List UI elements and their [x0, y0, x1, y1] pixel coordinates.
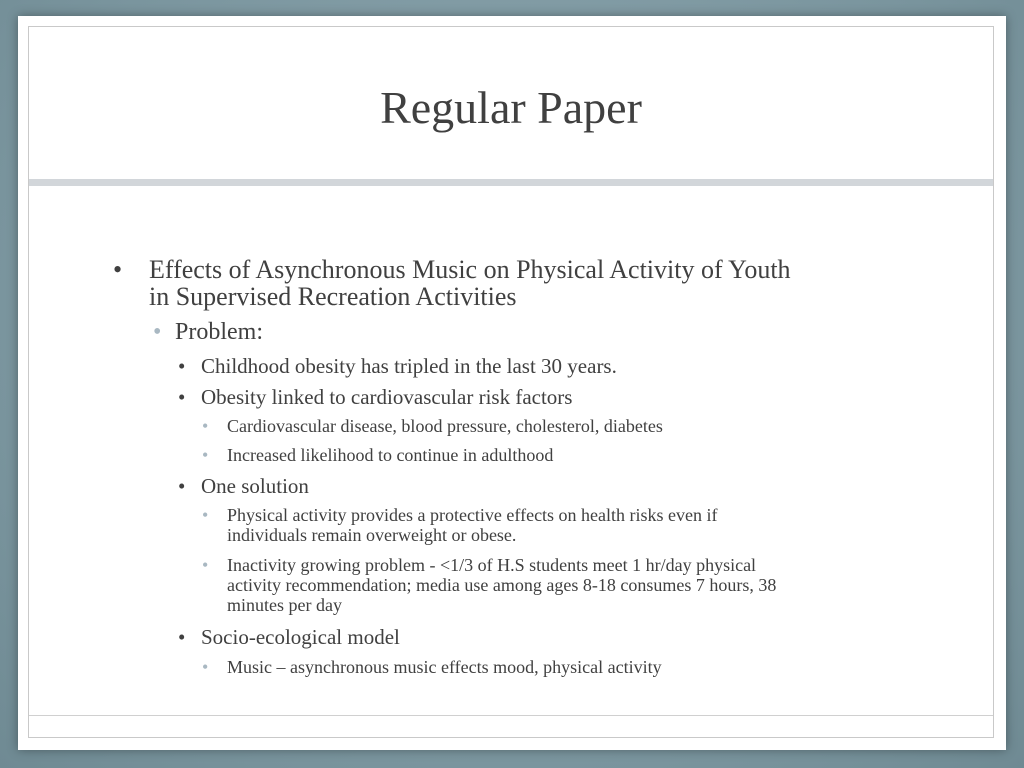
topic-line-1: Effects of Asynchronous Music on Physical Activity of Youth: [149, 255, 791, 284]
slide-content: [29, 27, 993, 727]
bullet-level3: •: [178, 474, 186, 498]
bullet-level1: •: [113, 255, 123, 284]
bullet-level4: •: [202, 505, 209, 525]
slide: [18, 16, 1006, 750]
list-item: Cardiovascular disease, blood pressure, cholesterol, diabetes: [227, 416, 663, 436]
slide-frame: [28, 26, 994, 738]
footer-divider: [29, 715, 993, 716]
bullet-level3: •: [178, 354, 186, 378]
list-item: Physical activity provides a protective effects on health risks even if: [227, 505, 718, 525]
list-item-continued: individuals remain overweight or obese.: [227, 525, 517, 545]
bullet-level4: •: [202, 445, 209, 465]
list-item: Socio-ecological model: [201, 625, 400, 649]
bullet-level3: •: [178, 625, 186, 649]
list-item-continued: minutes per day: [227, 595, 342, 615]
list-item: Inactivity growing problem - <1/3 of H.S students meet 1 hr/day physical: [227, 555, 757, 575]
list-item: Increased likelihood to continue in adulthood: [227, 445, 554, 465]
bullet-level2: •: [153, 319, 162, 345]
bullet-level4: •: [202, 555, 209, 575]
problem-label: Problem:: [175, 319, 263, 345]
slide-title: Regular Paper: [380, 82, 642, 133]
list-item: Obesity linked to cardiovascular risk factors: [201, 385, 573, 409]
list-item: Music – asynchronous music effects mood, physical activity: [227, 657, 662, 677]
list-item-continued: activity recommendation; media use among ages 8-18 consumes 7 hours, 38: [227, 575, 777, 595]
topic-line-2: in Supervised Recreation Activities: [149, 282, 517, 311]
list-item: Childhood obesity has tripled in the last 30 years.: [201, 354, 617, 378]
bullet-level4: •: [202, 657, 209, 677]
bullet-level3: •: [178, 385, 186, 409]
list-item: One solution: [201, 474, 309, 498]
bullet-level4: •: [202, 416, 209, 436]
